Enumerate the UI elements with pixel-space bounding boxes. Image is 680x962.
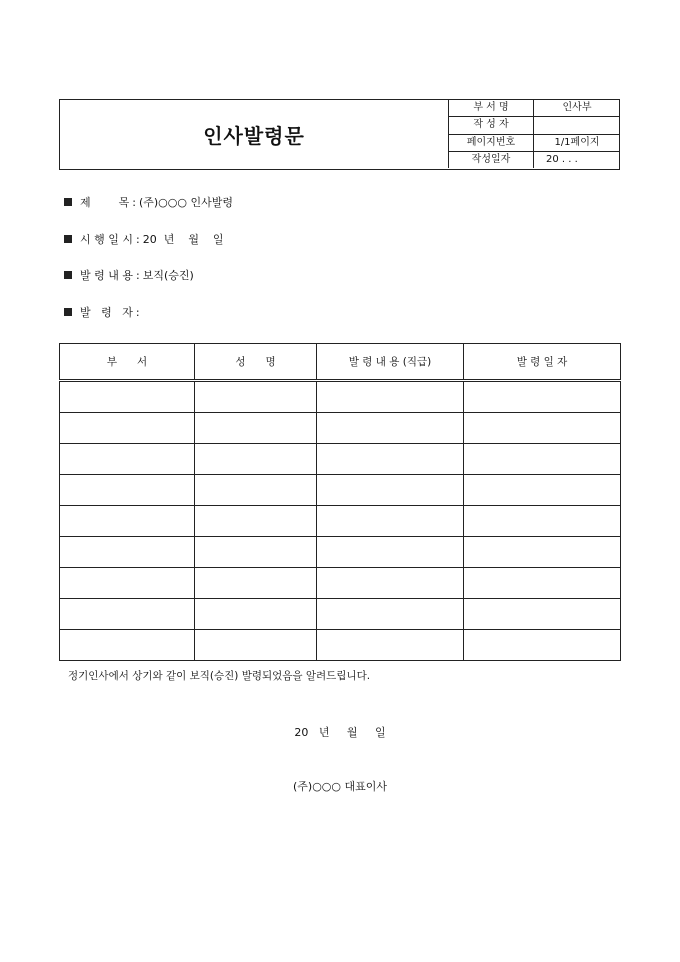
cell-department[interactable]	[60, 599, 195, 630]
meta-value-department[interactable]: 인사부	[534, 100, 621, 117]
document-title: 인사발령문	[203, 124, 305, 148]
cell-department[interactable]	[60, 413, 195, 444]
cell-content[interactable]	[317, 506, 464, 537]
table-row	[60, 413, 621, 444]
appointment-table	[59, 343, 621, 661]
cell-date[interactable]	[464, 506, 621, 537]
cell-content[interactable]	[317, 599, 464, 630]
cell-name[interactable]	[195, 506, 317, 537]
cell-date[interactable]	[464, 413, 621, 444]
table-header-row	[60, 344, 621, 381]
table-row	[60, 630, 621, 661]
signature-company: (주)○○○ 대표이사	[292, 780, 387, 793]
meta-label-department: 부 서 명	[449, 100, 534, 117]
cell-name[interactable]	[195, 413, 317, 444]
cell-name[interactable]	[195, 630, 317, 661]
cell-date[interactable]	[464, 381, 621, 413]
cell-content[interactable]	[317, 537, 464, 568]
column-header-department: 부 서	[60, 344, 195, 381]
cell-department[interactable]	[60, 568, 195, 599]
square-bullet-icon	[64, 271, 72, 279]
cell-name[interactable]	[195, 444, 317, 475]
square-bullet-icon	[64, 198, 72, 206]
table-row	[60, 444, 621, 475]
meta-value-page[interactable]: 1/1페이지	[534, 134, 621, 151]
table-row	[60, 381, 621, 413]
cell-content[interactable]	[317, 413, 464, 444]
cell-date[interactable]	[464, 537, 621, 568]
cell-date[interactable]	[464, 568, 621, 599]
cell-department[interactable]	[60, 475, 195, 506]
cell-name[interactable]	[195, 381, 317, 413]
field-subject-value[interactable]: (주)○○○ 인사발령	[138, 196, 233, 209]
field-issuer	[64, 304, 143, 320]
meta-label-date: 작성일자	[449, 151, 534, 168]
field-colon: :	[132, 195, 136, 209]
meta-row-page	[449, 134, 621, 151]
meta-row-department	[449, 100, 621, 117]
notice-text: 정기인사에서 상기와 같이 보직(승진) 발령되었음을 알려드립니다.	[68, 670, 371, 682]
table-row	[60, 537, 621, 568]
field-effective-date-value[interactable]: 20 년 월 일	[142, 233, 224, 246]
meta-label-author: 작 성 자	[449, 117, 534, 134]
field-effective-date	[64, 231, 224, 247]
meta-row-date	[449, 151, 621, 168]
cell-date[interactable]	[464, 630, 621, 661]
document-meta-table	[448, 100, 620, 168]
cell-date[interactable]	[464, 475, 621, 506]
cell-department[interactable]	[60, 444, 195, 475]
cell-content[interactable]	[317, 381, 464, 413]
column-header-content: 발 령 내 용 (직급)	[317, 344, 464, 381]
cell-name[interactable]	[195, 568, 317, 599]
meta-value-author[interactable]	[534, 117, 621, 134]
meta-value-date[interactable]: 20 . . .	[534, 151, 621, 168]
column-header-name: 성 명	[195, 344, 317, 381]
cell-name[interactable]	[195, 475, 317, 506]
cell-content[interactable]	[317, 568, 464, 599]
cell-department[interactable]	[60, 506, 195, 537]
table-row	[60, 506, 621, 537]
cell-content[interactable]	[317, 444, 464, 475]
field-subject-label: 제 목	[80, 196, 130, 209]
table-row	[60, 475, 621, 506]
meta-row-author	[449, 117, 621, 134]
cell-content[interactable]	[317, 475, 464, 506]
field-content-value[interactable]: 보직(승진)	[142, 269, 194, 282]
cell-name[interactable]	[195, 599, 317, 630]
signature-date: 20 년 월 일	[294, 726, 386, 739]
meta-label-page: 페이지번호	[449, 134, 534, 151]
cell-department[interactable]	[60, 381, 195, 413]
cell-date[interactable]	[464, 444, 621, 475]
field-subject	[64, 194, 233, 210]
table-body	[60, 381, 621, 661]
table-row	[60, 599, 621, 630]
field-colon: :	[135, 305, 140, 319]
cell-name[interactable]	[195, 537, 317, 568]
field-colon: :	[136, 268, 140, 282]
field-content-label: 발 령 내 용	[80, 269, 133, 282]
square-bullet-icon	[64, 235, 72, 243]
field-issuer-label: 발 령 자	[80, 306, 133, 319]
square-bullet-icon	[64, 308, 72, 316]
table-row	[60, 568, 621, 599]
document-header	[59, 99, 620, 170]
field-content	[64, 267, 194, 283]
cell-department[interactable]	[60, 537, 195, 568]
cell-department[interactable]	[60, 630, 195, 661]
column-header-date: 발 령 일 자	[464, 344, 621, 381]
field-effective-date-label: 시 행 일 시	[80, 233, 133, 246]
cell-date[interactable]	[464, 599, 621, 630]
field-colon: :	[136, 232, 140, 246]
cell-content[interactable]	[317, 630, 464, 661]
